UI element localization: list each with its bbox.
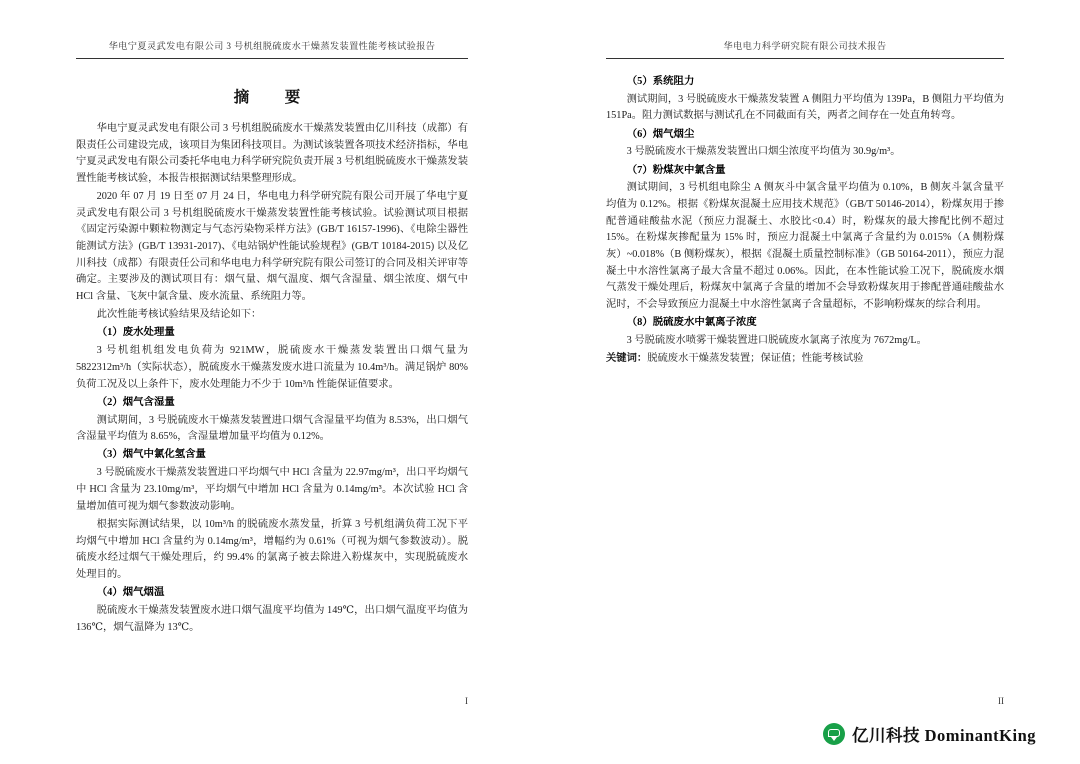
running-head-left: 华电宁夏灵武发电有限公司 3 号机组脱硫废水干燥蒸发装置性能考核试验报告 xyxy=(76,40,468,59)
section-heading: （5）系统阻力 xyxy=(626,75,695,87)
paragraph: 2020 年 07 月 19 日至 07 月 24 日，华电电力科学研究院有限公司开展了华电宁夏灵武发电有限公司 3 号机组脱硫废水干燥蒸发装置性能考核试验。试验测试项目根据《固定污染源中颗粒物测定与气态污染物采样方法》(GB/T 16157-1996)、《电除尘器性能测试方法》(GB/T 13931-2017)、《电站锅炉性能试验规程》(GB/T 10184-2015) 以及亿川科技（成都）有限责任公司和华电电力科学研究院有限公司签订的合同及相关评审等确定。主要涉及的测试项目有：烟气量、烟气温度、烟气含湿量、烟尘浓度、烟气中 HCl 含量、飞灰中氯含量、废水流量、系统阻力等。 xyxy=(76,191,468,303)
section-heading: （8）脱硫废水中氯离子浓度 xyxy=(626,317,757,329)
dominantking-logo-icon xyxy=(823,723,845,745)
paragraph: 3 号脱硫废水喷雾干燥装置进口脱硫废水氯离子浓度为 7672mg/L。 xyxy=(626,335,927,347)
paragraph: 测试期间，3 号机组电除尘 A 侧灰斗中氯含量平均值为 0.10%，B 侧灰斗氯含量平均值为 0.12%。根据《粉煤灰混凝土应用技术规范》（GB/T 50146-2014），粉煤灰用于掺配普通硅酸盐水泥（预应力混凝土、水胶比<0.4）时，粉煤灰的最大掺配比例不超过 15%。在粉煤灰掺配量为 15% 时，预应力混凝土中氯离子含量约为 0.015%（A 侧粉煤灰）~0.018%（B 侧粉煤灰），根据《混凝土质量控制标准》（GB 50164-2011），预应力混凝土中水溶性氯离子最大含量不超过 0.06%。因此，在本性能试验工况下，脱硫废水烟气蒸发干燥处理后，粉煤灰中氯离子含量的增加不会导致粉煤灰用于掺配普通硅酸盐水泥时，不会导致预应力混凝土中水溶性氯离子含量超标，不影响粉煤灰的综合利用。 xyxy=(606,182,1004,311)
watermark-text: 亿川科技 DominantKing xyxy=(851,726,1036,745)
keywords-label: 关键词： xyxy=(606,353,648,365)
page-right xyxy=(540,0,1080,764)
paragraph: 3 号脱硫废水干燥蒸发装置进口平均烟气中 HCl 含量为 22.97mg/m³，出口平均烟气中 HCl 含量为 23.10mg/m³，平均烟气中增加 HCl 含量为 0.14mg/m³。本次试验 HCl 含量增加值可视为烟气参数波动影响。 xyxy=(76,467,468,512)
section-heading: （1）废水处理量 xyxy=(96,327,175,339)
paragraph: 测试期间，3 号脱硫废水干燥蒸发装置 A 侧阻力平均值为 139Pa，B 侧阻力平均值为 151Pa。阻力测试数据与测试孔在不同截面有关，两者之间存在一处直角转弯。 xyxy=(606,93,1004,122)
paragraph: 3 号机组机组发电负荷为 921MW，脱硫废水干燥蒸发装置出口烟气量为 5822312m³/h（实际状态），脱硫废水干燥蒸发废水进口流量为 10.4m³/h。满足锅炉 80% 负荷工况及以上条件下，废水处理能力不少于 10m³/h 性能保证值要求。 xyxy=(76,345,468,390)
paragraph: 3 号脱硫废水干燥蒸发装置出口烟尘浓度平均值为 30.9g/m³。 xyxy=(626,146,901,158)
keywords-value: 脱硫废水干燥蒸发装置；保证值；性能考核试验 xyxy=(647,353,864,365)
page-title: 摘 要 xyxy=(233,88,311,106)
running-head-right: 华电电力科学研究院有限公司技术报告 xyxy=(606,40,1004,59)
section-heading: （6）烟气烟尘 xyxy=(626,128,695,140)
section-heading: （3）烟气中氯化氢含量 xyxy=(96,449,206,461)
page-number-right: II xyxy=(998,696,1004,706)
page-number-left: I xyxy=(465,696,468,706)
paragraph: 测试期间，3 号脱硫废水干燥蒸发装置进口烟气含湿量平均值为 8.53%，出口烟气含湿量平均值为 8.65%，含湿量增加量平均值为 0.12%。 xyxy=(76,414,468,443)
paragraph: 华电宁夏灵武发电有限公司 3 号机组脱硫废水干燥蒸发装置由亿川科技（成都）有限责任公司建设完成，该项目为集团科技项目。为测试该装置各项技术经济指标，华电宁夏灵武发电有限公司委托华电电力科学研究院负责开展 3 号机组脱硫废水干燥蒸发装置性能考核试验，本报告根据测试结果整理形成。 xyxy=(76,122,468,184)
section-heading: （4）烟气烟温 xyxy=(96,587,165,599)
paragraph: 脱硫废水干燥蒸发装置废水进口烟气温度平均值为 149℃，出口烟气温度平均值为 136℃，烟气温降为 13℃。 xyxy=(76,604,468,633)
paragraph: 根据实际测试结果，以 10m³/h 的脱硫废水蒸发量，折算 3 号机组满负荷工况下平均烟气中增加 HCl 含量约为 0.14mg/m³，增幅约为 0.61%（可视为烟气参数波动）。脱硫废水经过烟气干燥处理后，约 99.4% 的氯离子被去除进入粉煤灰中，实现脱硫废水处理目的。 xyxy=(76,518,468,580)
keywords-line xyxy=(606,351,1004,368)
section-heading: （7）粉煤灰中氯含量 xyxy=(626,164,726,176)
watermark xyxy=(823,722,1036,746)
section-heading: （2）烟气含湿量 xyxy=(96,396,175,408)
paragraph: 此次性能考核试验结果及结论如下： xyxy=(96,309,262,321)
